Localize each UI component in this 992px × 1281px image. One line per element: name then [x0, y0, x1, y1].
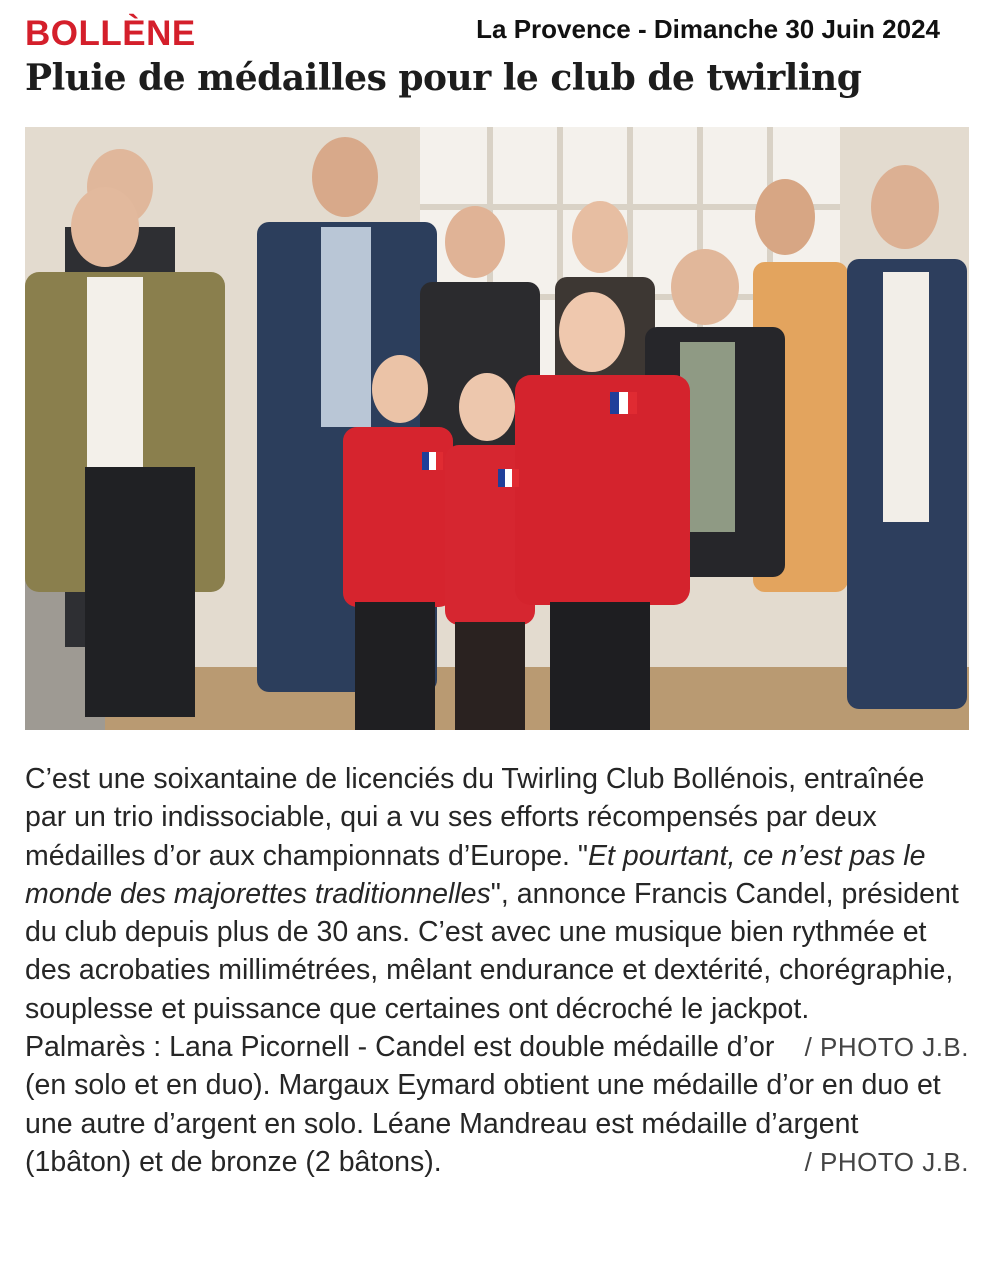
- quote: Et pourtant, ce n’est pas le monde des majorettes traditionnelles: [25, 839, 926, 910]
- paragraph-2-text: Palmarès : Lana Picornell - Candel est double médaille d’or (en solo et en duo). Margaux Eymard obtient une médaille d’or en duo et une autre d’argent en solo. Léane Mandreau est médaille d’argent (1bâton) et de bronze (2 bâtons).: [25, 1031, 941, 1178]
- paragraph-1-text-b: ", annonce Francis Candel, président du club depuis plus de 30 ans. C’est avec une musique bien rythmée et des acrobaties millimétrées, mêlant endurance et dextérité, chorégraphie, souplesse et puissance que certaines ont décroché le jackpot.: [25, 877, 959, 1025]
- group-photo: [25, 127, 969, 730]
- section-label: BOLLÈNE: [25, 14, 196, 53]
- photo-credit: / PHOTO J.B.: [804, 1032, 969, 1063]
- article-body: [25, 760, 969, 1181]
- publication-date: La Provence - Dimanche 30 Juin 2024: [476, 14, 940, 44]
- paragraph-1-text-a: C’est une soixantaine de licenciés du Twirling Club Bollénois, entraînée par un trio indissociable, qui a vu ses efforts récompensés par deux médailles d’or aux championnats d’Europe. ": [25, 763, 925, 872]
- headline: Pluie de médailles pour le club de twirling: [25, 57, 862, 99]
- article-paragraph-1: [25, 760, 969, 1063]
- photo-credit: / PHOTO J.B.: [804, 1146, 969, 1177]
- group-photo-illustration: [25, 127, 969, 730]
